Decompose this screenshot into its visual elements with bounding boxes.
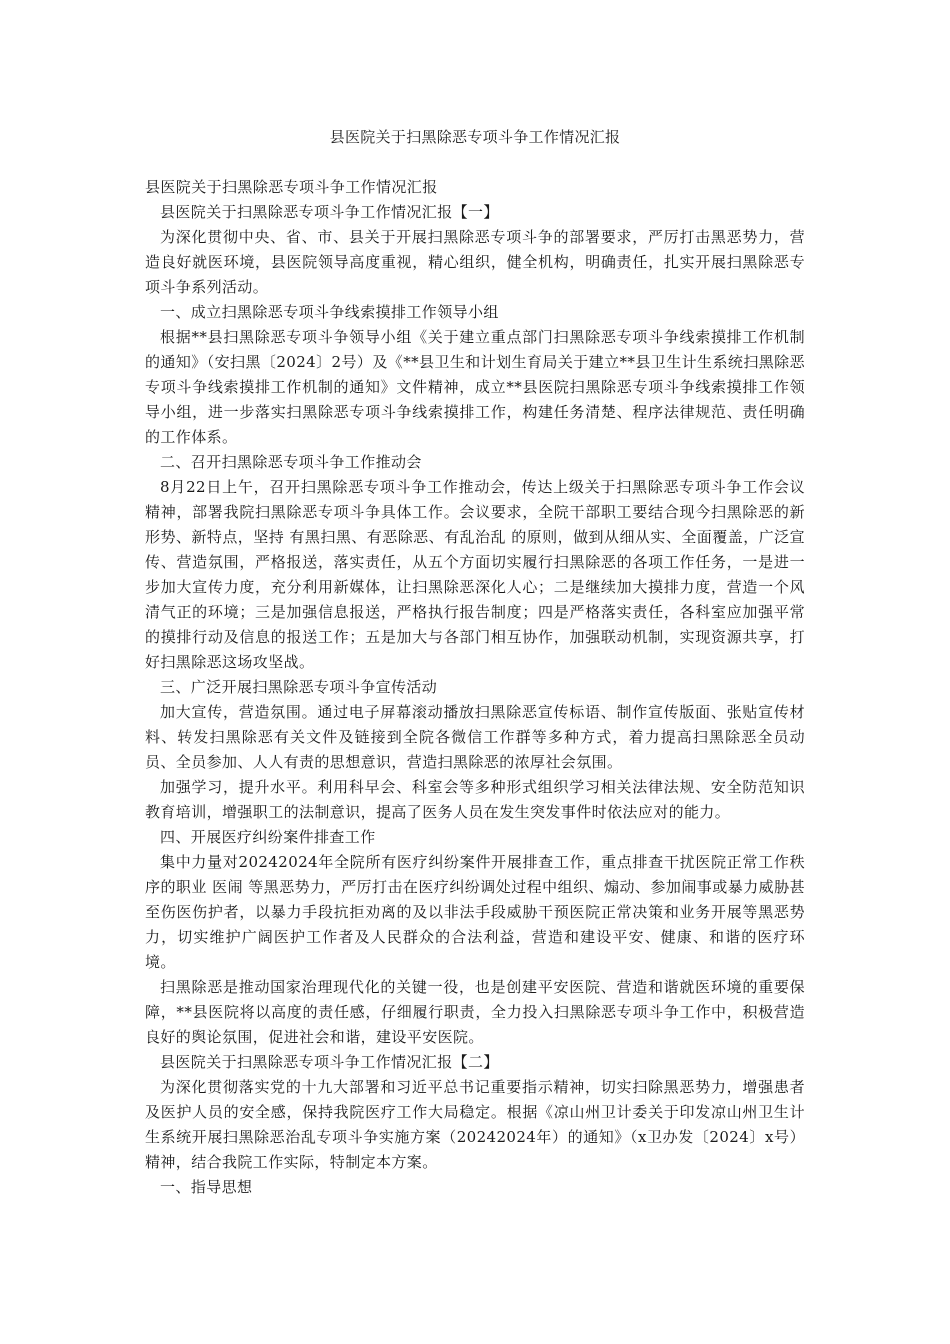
body-paragraph: 扫黑除恶是推动国家治理现代化的关键一役，也是创建平安医院、营造和谐就医环境的重要保障，**县医院将以高度的责任感，仔细履行职责，全力投入扫黑除恶专项斗争工作中，积极营造良好的舆论氛围，促进社会和谐，建设平安医院。 (145, 978, 805, 1046)
document-title: 县医院关于扫黑除恶专项斗争工作情况汇报 (329, 128, 621, 146)
body-paragraph: 为深化贯彻落实党的十九大部署和习近平总书记重要指示精神，切实扫除黑恶势力，增强患者及医护人员的安全感，保持我院医疗工作大局稳定。根据《凉山州卫计委关于印发凉山州卫生计生系统开展扫黑除恶治乱专项斗争实施方案（20242024年）的通知》（x卫办发〔2024〕x号）精神，结合我院工作实际，特制定本方案。 (145, 1078, 805, 1171)
body-paragraph: 8月22日上午，召开扫黑除恶专项斗争工作推动会，传达上级关于扫黑除恶专项斗争工作会议精神，部署我院扫黑除恶专项斗争具体工作。会议要求，全院干部职工要结合现今扫黑除恶的新形势、新特点，坚持 有黑扫黑、有恶除恶、有乱治乱 的原则，做到从细从实、全面覆盖，广泛宣传、营造氛围，严格报送，落实责任，从五个方面切实履行扫黑除恶的各项工作任务，一是进一步加大宣传力度，充分利用新媒体，让扫黑除恶深化人心；二是继续加大摸排力度，营造一个风清气正的环境；三是加强信息报送，严格执行报告制度；四是严格落实责任，各科室应加强平常的摸排行动及信息的报送工作；五是加大与各部门相互协作，加强联动机制，实现资源共享，打好扫黑除恶这场攻坚战。 (145, 478, 805, 671)
section-heading: 一、成立扫黑除恶专项斗争线索摸排工作领导小组 (160, 303, 499, 321)
section-heading: 四、开展医疗纠纷案件排查工作 (160, 828, 376, 846)
section-heading-part-one: 县医院关于扫黑除恶专项斗争工作情况汇报【一】 (160, 203, 499, 221)
section-heading: 一、指导思想 (160, 1178, 253, 1196)
section-heading-part-two: 县医院关于扫黑除恶专项斗争工作情况汇报【二】 (160, 1053, 499, 1071)
body-paragraph: 为深化贯彻中央、省、市、县关于开展扫黑除恶专项斗争的部署要求，严厉打击黑恶势力，营造良好就医环境，县医院领导高度重视，精心组织，健全机构，明确责任，扎实开展扫黑除恶专项斗争系列活动。 (145, 228, 805, 296)
body-paragraph: 集中力量对20242024年全院所有医疗纠纷案件开展排查工作，重点排查干扰医院正常工作秩序的职业 医闹 等黑恶势力，严厉打击在医疗纠纷调处过程中组织、煽动、参加闹事或暴力威胁甚至伤医伤护者，以暴力手段抗拒劝离的及以非法手段威胁干预医院正常决策和业务开展等黑恶势力，切实维护广阔医护工作者及人民群众的合法利益，营造和建设平安、健康、和谐的医疗环境。 (145, 853, 805, 971)
document-body (145, 175, 805, 1200)
body-paragraph: 根据**县扫黑除恶专项斗争领导小组《关于建立重点部门扫黑除恶专项斗争线索摸排工作机制的通知》（安扫黑〔2024〕2号）及《**县卫生和计划生育局关于建立**县卫生计生系统扫黑除恶专项斗争线索摸排工作机制的通知》文件精神，成立**县医院扫黑除恶专项斗争线索摸排工作领导小组，进一步落实扫黑除恶专项斗争线索摸排工作，构建任务清楚、程序法律规范、责任明确的工作体系。 (145, 328, 805, 446)
body-heading: 县医院关于扫黑除恶专项斗争工作情况汇报 (145, 178, 438, 196)
section-heading: 三、广泛开展扫黑除恶专项斗争宣传活动 (160, 678, 438, 696)
body-paragraph: 加强学习，提升水平。利用科早会、科室会等多种形式组织学习相关法律法规、安全防范知识教育培训，增强职工的法制意识，提高了医务人员在发生突发事件时依法应对的能力。 (145, 778, 805, 821)
body-paragraph: 加大宣传，营造氛围。通过电子屏幕滚动播放扫黑除恶宣传标语、制作宣传版面、张贴宣传材料、转发扫黑除恶有关文件及链接到全院各微信工作群等多种方式，着力提高扫黑除恶全员动员、全员参加、人人有责的思想意识，营造扫黑除恶的浓厚社会氛围。 (145, 703, 805, 771)
section-heading: 二、召开扫黑除恶专项斗争工作推动会 (160, 453, 422, 471)
